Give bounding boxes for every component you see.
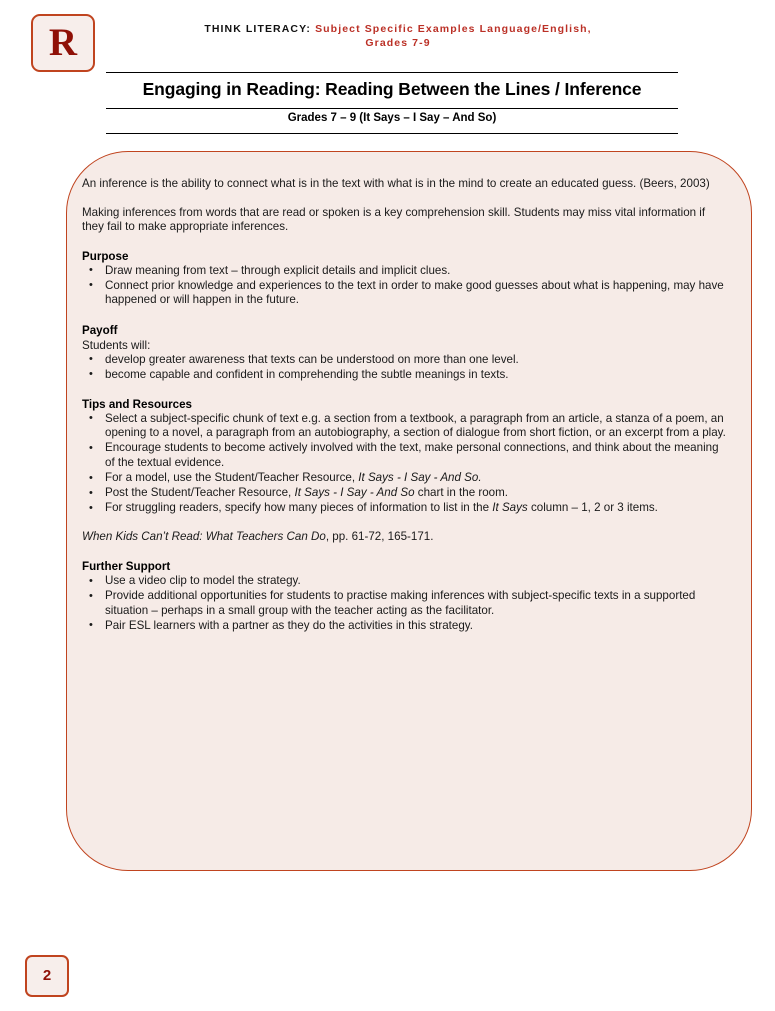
plain-text: Encourage students to become actively involved with the text, make personal connections, and think about the meaning of the textual evidence. (105, 441, 719, 470)
brand-logo-letter: R (48, 21, 78, 64)
list-item (82, 441, 727, 470)
section-heading-further-support: Further Support (82, 560, 171, 573)
tips-bullet-list (82, 412, 727, 516)
emphasis-text: It Says - I Say - And So. (358, 471, 482, 485)
header-kicker (128, 22, 668, 50)
list-item (82, 501, 727, 516)
plain-text: For a model, use the Student/Teacher Resource, (105, 471, 359, 485)
purpose-bullet-list (82, 264, 727, 308)
emphasis-text: When Kids Can’t Read: What Teachers Can Do (82, 530, 326, 544)
header-kicker-grades: Grades 7-9 (365, 37, 431, 49)
plain-text: column – 1, 2 or 3 items. (527, 501, 658, 515)
header-rule-middle (106, 108, 678, 109)
intro-paragraph-2: Making inferences from words that are read or spoken is a key comprehension skill. Students may miss vital information if they fail to make appropriate inferences. (82, 205, 706, 234)
list-item: • become capable and confident in comprehending the subtle meanings in texts. (82, 368, 727, 383)
list-item: • Provide additional opportunities for students to practise making inferences with subject-specific texts in a supported situation – perhaps in a small group with the teacher acting as the facilitator. (82, 589, 727, 618)
content-panel (66, 151, 752, 871)
list-item (82, 412, 727, 441)
page-title: Engaging in Reading: Reading Between the Lines / Inference (142, 79, 642, 99)
list-item (82, 486, 727, 501)
header-kicker-bold: THINK LITERACY: (204, 23, 312, 35)
spacer (82, 309, 727, 323)
payoff-lead-line: Students will: (82, 338, 151, 352)
intro-paragraph-1: An inference is the ability to connect what is in the text with what is in the mind to create an educated guess. (Beers, 2003) (82, 177, 710, 190)
list-item: • Use a video clip to model the strategy. (82, 574, 727, 589)
emphasis-text: It Says (492, 501, 528, 515)
spacer (82, 383, 727, 397)
plain-text: Post the Student/Teacher Resource, (105, 486, 295, 500)
header-rule-bottom (106, 133, 678, 134)
list-item: • Connect prior knowledge and experiences to the text in order to make good guesses about what is happening, may have happened or will happen in the future. (82, 279, 727, 308)
section-heading-tips: Tips and Resources (82, 397, 192, 411)
further-support-bullet-list (82, 574, 727, 633)
header-rule-top (106, 72, 678, 73)
spacer (82, 516, 727, 530)
plain-text: Select a subject-specific chunk of text e.g. a section from a textbook, a paragraph from an article, a stanza of a poem, an opening to a novel, a paragraph from an autobiography, a section of dialogue from short fiction, or an excerpt from a play. (105, 411, 726, 440)
plain-text: chart in the room. (414, 486, 508, 500)
content-body (75, 177, 727, 633)
list-item: • Pair ESL learners with a partner as they do the activities in this strategy. (82, 619, 727, 634)
list-item: • Draw meaning from text – through explicit details and implicit clues. (82, 264, 727, 279)
section-heading-purpose: Purpose (82, 249, 129, 263)
page-number-box (25, 955, 69, 997)
list-item (82, 471, 727, 486)
payoff-bullet-list (82, 353, 727, 383)
citation-line (82, 530, 727, 545)
header-kicker-subject: Subject Specific Examples Language/English, (315, 23, 592, 35)
plain-text: For struggling readers, specify how many pieces of information to list in the (105, 501, 493, 515)
plain-text: , pp. 61-72, 165-171. (325, 530, 434, 544)
list-item: • develop greater awareness that texts can be understood on more than one level. (82, 353, 727, 368)
page-subtitle: Grades 7 – 9 (It Says – I Say – And So) (287, 112, 497, 124)
emphasis-text: It Says - I Say - And So (294, 486, 415, 500)
section-heading-payoff: Payoff (82, 323, 118, 337)
page-number-value: 2 (42, 967, 52, 984)
brand-logo-box (31, 14, 95, 72)
